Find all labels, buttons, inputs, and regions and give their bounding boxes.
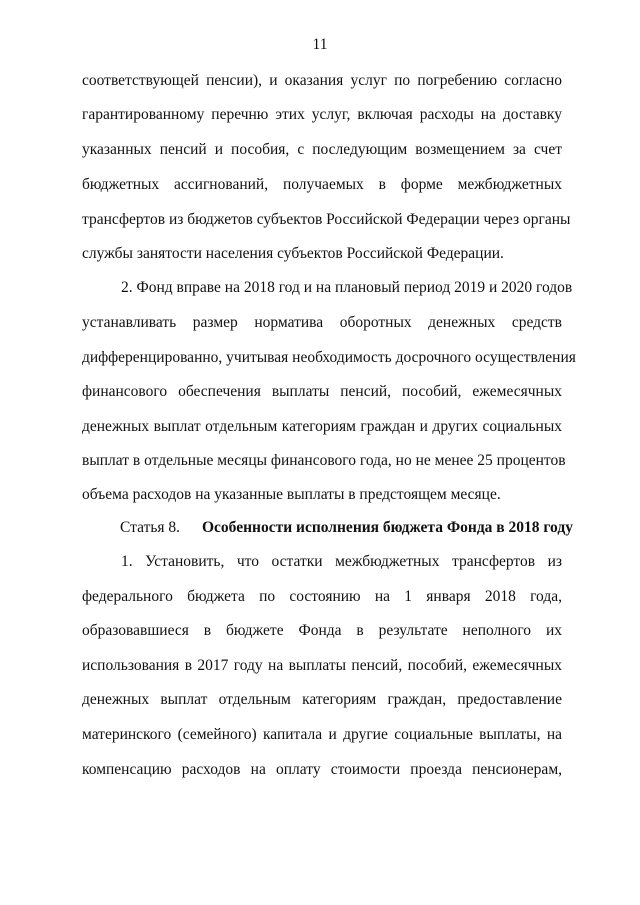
text-line: компенсацию расходов на оплату стоимости проезда пенсионерам,: [82, 761, 562, 778]
text-line: устанавливать размер норматива оборотных денежных средств: [82, 314, 562, 331]
text-line: финансового обеспечения выплаты пенсий, пособий, ежемесячных: [82, 383, 562, 400]
text-line: указанных пенсий и пособия, с последующим возмещением за счет: [82, 141, 562, 158]
text-line: соответствующей пенсии), и оказания услуг по погребению согласно: [82, 72, 562, 89]
article-heading: [120, 518, 573, 538]
article-number: Статья 8.: [120, 519, 181, 536]
text-line: трансфертов из бюджетов субъектов Российской Федерации через органы: [82, 211, 571, 228]
text-line: денежных выплат отдельным категориям граждан и других социальных: [82, 418, 562, 435]
article-title: Особенности исполнения бюджета Фонда в 2018 году: [202, 519, 573, 536]
text-line: использования в 2017 году на выплаты пенсий, пособий, ежемесячных: [82, 657, 562, 674]
text-line: выплат в отдельные месяцы финансового года, но не менее 25 процентов: [82, 452, 566, 469]
paragraph-start-line: 2. Фонд вправе на 2018 год и на плановый период 2019 и 2020 годов: [121, 279, 573, 296]
text-line: дифференцированно, учитывая необходимость досрочного осуществления: [82, 349, 576, 366]
page-number: 11: [312, 36, 328, 53]
text-line: федерального бюджета по состоянию на 1 января 2018 года,: [82, 588, 562, 605]
paragraph-start-line: 1. Установить, что остатки межбюджетных трансфертов из: [121, 553, 562, 570]
text-line: бюджетных ассигнований, получаемых в форме межбюджетных: [82, 176, 562, 193]
text-line: материнского (семейного) капитала и другие социальные выплаты, на: [82, 726, 562, 743]
text-line: службы занятости населения субъектов Российской Федерации.: [82, 245, 504, 262]
text-line: образовавшиеся в бюджете Фонда в результате неполного их: [82, 622, 562, 639]
text-line: гарантированному перечню этих услуг, включая расходы на доставку: [82, 106, 562, 123]
text-line: объема расходов на указанные выплаты в предстоящем месяце.: [82, 486, 501, 503]
text-line: денежных выплат отдельным категориям граждан, предоставление: [82, 691, 562, 708]
